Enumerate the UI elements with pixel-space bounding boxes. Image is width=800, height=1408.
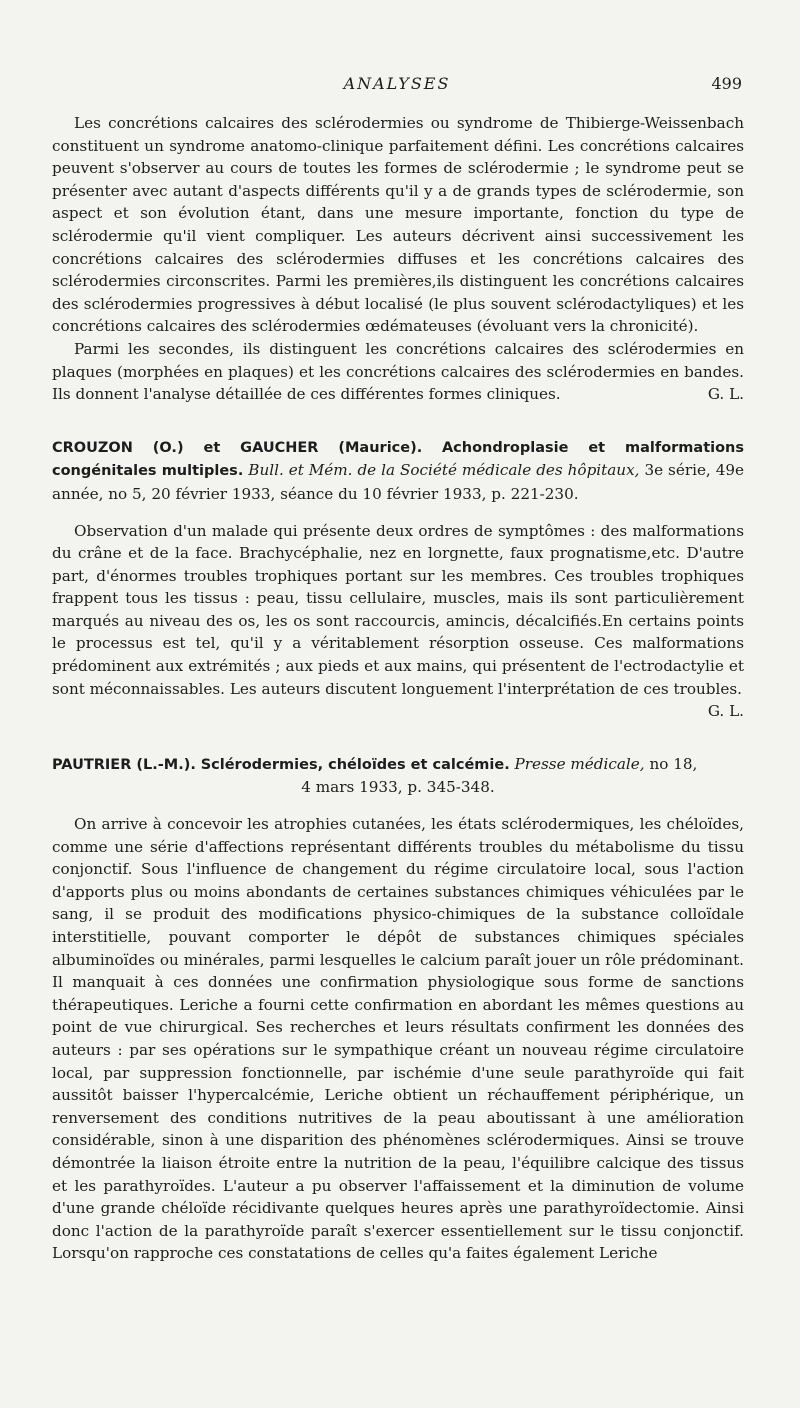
text-column bbox=[52, 112, 744, 1265]
analysis-crouzon-text: Observation d'un malade qui présente deux ordres de symptômes : des malformations du crâne et de la face. Brachycéphalie, nez en lorgnette, faux prognatisme,etc. D'autre part, d'énormes troubles trophiques portant sur les membres. Ces troubles trophiques frappent tous les tissus : peau, tissu cellulaire, muscles, mais ils sont particulièrement marqués au niveau des os, les os sont raccourcis, amincis, décalcifiés.En certains points le processus est tel, qu'il y a véritablement résorption osseuse. Ces malformations prédominent aux extrémités ; aux pieds et aux mains, qui présentent de l'ectrodactylie et sont méconnaissables. Les auteurs discutent longuement l'interprétation de ces troubles. bbox=[52, 521, 744, 698]
reference-authors: CROUZON (O.) et GAUCHER (Maurice). bbox=[52, 439, 423, 456]
reference-pautrier bbox=[52, 753, 744, 799]
analysis-crouzon bbox=[52, 520, 744, 721]
reference-details: 3e série, 49e année, no 5, 20 février 1933, séance du 10 février 1933, p. 221-230. bbox=[52, 461, 745, 503]
analysis-paragraph-2 bbox=[52, 338, 744, 406]
analysis-paragraph-1: Les concrétions calcaires des sclérodermies ou syndrome de Thibierge-Weissenbach constituent un syndrome anatomo-clinique parfaitement défini. Les concrétions calcaires peuvent s'observer au cours de toutes les formes de sclérodermie ; le syndrome peut se présenter avec autant d'aspects différents qu'il y a de grands types de sclérodermie, son aspect et son évolution étant, dans une mesure importante, fonction du type de sclérodermie qu'il vient compliquer. Les auteurs décrivent ainsi successivement les concrétions calcaires des sclérodermies diffuses et les concrétions calcaires des sclérodermies circonscrites. Parmi les premières,ils distinguent les concrétions calcaires des sclérodermies progressives à début localisé (le plus souvent sclérodactyliques) et les concrétions calcaires des sclérodermies œdémateuses (évoluant vers la chronicité). bbox=[52, 114, 744, 336]
analysis-paragraph-2-text: Parmi les secondes, ils distinguent les concrétions calcaires des sclérodermies en plaques (morphées en plaques) et les concrétions calcaires des sclérodermies en bandes. Ils donnent l'analyse détaillée de ces différentes formes cliniques. bbox=[52, 339, 744, 404]
page-header bbox=[52, 74, 742, 100]
reference-details: no 18, bbox=[649, 754, 698, 773]
reference-details-line-2: 4 mars 1933, p. 345-348. bbox=[301, 778, 495, 797]
reference-journal: Presse médicale, bbox=[514, 754, 645, 773]
reference-title: Achondroplasie et malformations congénitales multiples. bbox=[52, 439, 745, 480]
reference-crouzon bbox=[52, 436, 744, 506]
page-number: 499 bbox=[711, 74, 742, 93]
signature: G. L. bbox=[707, 385, 744, 404]
reference-title: Sclérodermies, chéloïdes et calcémie. bbox=[200, 756, 510, 773]
reference-journal: Bull. et Mém. de la Société médicale des hôpitaux, bbox=[248, 461, 640, 480]
signature: G. L. bbox=[707, 702, 744, 721]
analysis-pautrier: On arrive à concevoir les atrophies cutanées, les états sclérodermiques, les chéloïdes, comme une série d'affections représentant différents troubles du métabolisme du tissu conjonctif. Sous l'influence de changement du régime circulatoire local, sous l'action d'apports plus ou moins abondants de certaines substances chimiques véhiculées par le sang, il se produit des modifications physico-chimiques de la substance colloïdale interstitielle, pouvant comporter le dépôt de substances chimiques spéciales albuminoïdes ou minérales, parmi lesquelles le calcium paraît jouer un rôle prédominant. Il manquait à ces données une confirmation physiologique sous forme de sanctions thérapeutiques. Leriche a fourni cette confirmation en abordant les mêmes questions au point de vue chirurgical. Ses recherches et leurs résultats confirment les données des auteurs : par ses opérations sur le sympathique créant un nouveau régime circulatoire local, par suppression fonctionnelle, par ischémie d'une seule parathyroïde qui fait aussitôt baisser l'hypercalcémie, Leriche obtient un réchauffement périphérique, un renversement des conditions nutritives de la peau aboutissant à une amélioration considérable, sinon à une disparition des phénomènes sclérodermiques. Ainsi se trouve démontrée la liaison étroite entre la nutrition de la peau, l'équilibre calcique des tissus et les parathyroïdes. L'auteur a pu observer l'affaissement et la diminution de volume d'une grande chéloïde récidivante quelques heures après une parathyroïdectomie. Ainsi donc l'action de la parathyroïde paraît s'exercer essentiellement sur le tissu conjonctif. Lorsqu'on rapproche ces constatations de celles qu'a faites également Leriche bbox=[52, 815, 744, 1263]
running-title: ANALYSES bbox=[343, 74, 451, 93]
reference-authors: PAUTRIER (L.-M.). bbox=[52, 756, 196, 773]
